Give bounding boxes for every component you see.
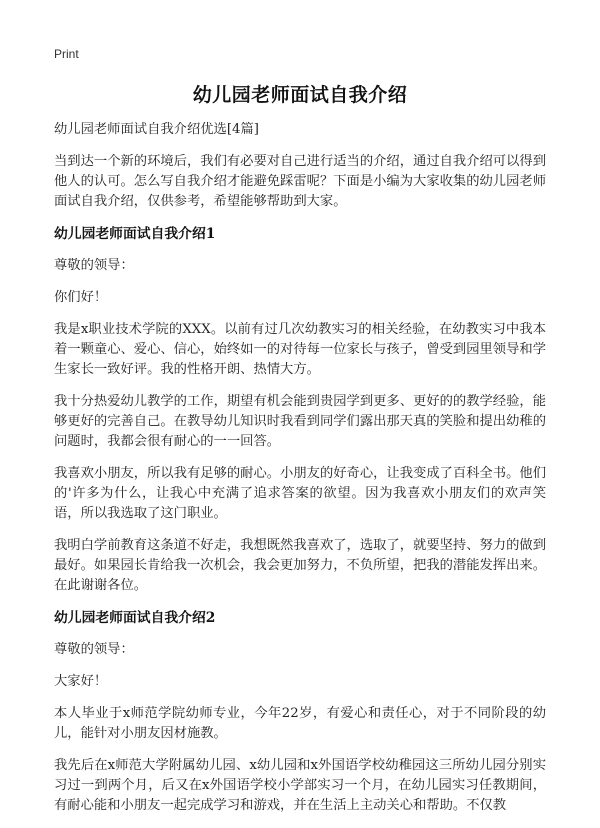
paragraph: 我十分热爱幼儿教学的工作，期望有机会能到贵园学到更多、更好的的教学经验，能够更好的完善自己。在教导幼儿知识时我看到同学们露出那天真的笑脸和提出幼稚的问题时，我都会很有耐心的一一回答。 [54,394,546,449]
document-body [54,120,546,828]
section-1 [54,224,546,596]
paragraph: 我明白学前教育这条道不好走，我想既然我喜欢了，选取了，就要坚持、努力的做到最好。如果园长肯给我一次机会，我会更加努力，不负所望，把我的潜能发挥出来。在此谢谢各位。 [54,538,546,593]
document-subtitle: 幼儿园老师面试自我介绍优选[4篇] [54,122,259,137]
section-2 [54,608,546,816]
paragraph: 你们好！ [54,290,108,305]
section-heading: 幼儿园老师面试自我介绍2 [54,610,216,626]
paragraph: 我喜欢小朋友，所以我有足够的耐心。小朋友的好奇心，让我变成了百科全书。他们的'许多为什么，让我心中充满了追求答案的欲望。因为我喜欢小朋友们的欢声笑语，所以我选取了这门职业。 [54,466,546,521]
paragraph: 尊敬的领导： [54,258,134,273]
page-title: 幼儿园老师面试自我介绍 [192,84,408,106]
print-link[interactable]: Print [54,47,79,61]
paragraph: 尊敬的领导： [54,642,134,657]
paragraph: 我先后在x师范大学附属幼儿园、x幼儿园和x外国语学校幼稚园这三所幼儿园分别实习过一到两个月，后又在x外国语学校小学部实习一个月，在幼儿园实习任教期间，有耐心能和小朋友一起完成学习和游戏，并在生活上主动关心和帮助。不仅教 [54,758,546,813]
paragraph: 本人毕业于x师范学院幼师专业，今年22岁，有爱心和责任心，对于不同阶段的幼儿，能针对小朋友因材施教。 [54,706,546,741]
section-heading: 幼儿园老师面试自我介绍1 [54,226,216,242]
intro-paragraph: 当到达一个新的环境后，我们有必要对自己进行适当的介绍，通过自我介绍可以得到他人的认可。怎么写自我介绍才能避免踩雷呢？下面是小编为大家收集的幼儿园老师面试自我介绍，仅供参考，希望能够帮助到大家。 [54,154,546,209]
paragraph: 大家好！ [54,674,108,689]
paragraph: 我是x职业技术学院的XXX。以前有过几次幼教实习的相关经验，在幼教实习中我本着一颗童心、爱心、信心，始终如一的对待每一位家长与孩子，曾受到园里领导和学生家长一致好评。我的性格开朗、热情大方。 [54,322,546,377]
